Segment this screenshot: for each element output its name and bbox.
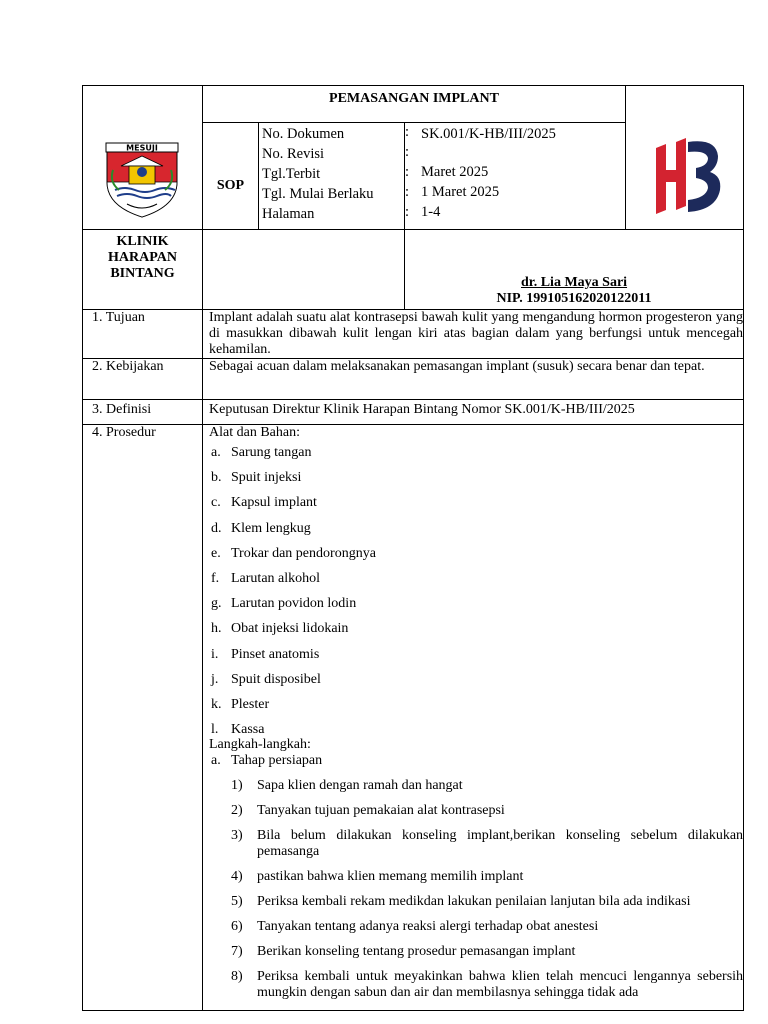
step-item xyxy=(209,828,743,860)
clinic-logo-cell xyxy=(626,86,744,230)
list-item-marker: k. xyxy=(211,696,222,712)
step-item xyxy=(209,894,743,910)
tahap-mark: a. xyxy=(211,753,221,769)
alat-heading: Alat dan Bahan: xyxy=(209,425,300,440)
tujuan-label: 1. Tujuan xyxy=(83,310,203,359)
list-item-marker: h. xyxy=(211,621,222,637)
meta-value-no-dokumen: SK.001/K-HB/III/2025 xyxy=(421,126,556,142)
step-marker: 7) xyxy=(231,944,243,960)
list-item xyxy=(209,592,743,617)
step-marker: 5) xyxy=(231,894,243,910)
kebijakan-label: 2. Kebijakan xyxy=(83,359,203,400)
list-item-text: Trokar dan pendorongnya xyxy=(231,545,376,561)
list-item-text: Plester xyxy=(231,696,270,712)
meta-label-tgl-mulai: Tgl. Mulai Berlaku xyxy=(262,186,374,202)
prosedur-label: 4. Prosedur xyxy=(83,425,203,1011)
list-item-marker: c. xyxy=(211,495,221,511)
step-text: pastikan bahwa klien memang memilih implant xyxy=(257,869,524,885)
step-item xyxy=(209,778,743,794)
step-item xyxy=(209,869,743,885)
step-item xyxy=(209,803,743,819)
meta-value-tgl-terbit: Maret 2025 xyxy=(421,164,489,180)
step-marker: 3) xyxy=(231,828,243,844)
definisi-text: Keputusan Direktur Klinik Harapan Bintang Nomor SK.001/K-HB/III/2025 xyxy=(203,400,744,425)
list-item xyxy=(209,567,743,592)
clinic-name-line: KLINIK xyxy=(116,234,169,249)
tahap-persiapan xyxy=(209,753,743,769)
document-title: PEMASANGAN IMPLANT xyxy=(203,86,626,123)
list-item-text: Klem lengkug xyxy=(231,520,311,536)
clinic-name xyxy=(83,230,203,310)
list-item-text: Larutan alkohol xyxy=(231,570,321,586)
document-meta-labels xyxy=(259,123,405,230)
list-item xyxy=(209,617,743,642)
clinic-name-line: HARAPAN xyxy=(108,250,177,265)
step-marker: 1) xyxy=(231,778,243,794)
tahap-text: Tahap persiapan xyxy=(231,753,323,769)
list-item-text: Larutan povidon lodin xyxy=(231,596,357,612)
step-text: Periksa kembali untuk meyakinkan bahwa klien telah mencuci lengannya sebersih mungkin dengan sabun dan air dan membilasnya sehingga tidak ada xyxy=(257,969,744,1001)
list-item-marker: b. xyxy=(211,470,222,486)
list-item xyxy=(209,441,743,466)
langkah-heading: Langkah-langkah: xyxy=(209,737,311,753)
step-marker: 2) xyxy=(231,803,243,819)
sop-label: SOP xyxy=(203,123,259,230)
list-item-text: Obat injeksi lidokain xyxy=(231,621,349,637)
steps-list xyxy=(209,778,743,1001)
alat-list xyxy=(209,441,743,743)
regency-logo-cell xyxy=(83,86,203,230)
list-item-text: Kassa xyxy=(231,722,265,738)
step-text: Periksa kembali rekam medikdan lakukan penilaian lanjutan bila ada indikasi xyxy=(257,894,691,910)
list-item-marker: f. xyxy=(211,570,220,586)
list-item xyxy=(209,668,743,693)
meta-colon: : xyxy=(405,184,410,200)
tujuan-text: Implant adalah suatu alat kontrasepsi bawah kulit yang mengandung hormon progesteron yang di masukkan dibawah kulit lengan kiri atas bagian dalam yang berfungsi untuk mencegah kehamilan. xyxy=(203,310,744,359)
kebijakan-text: Sebagai acuan dalam melaksanakan pemasangan implant (susuk) secara benar dan tepat. xyxy=(203,359,744,400)
step-text: Bila belum dilakukan konseling implant,berikan konseling sebelum dilakukan pemasanga xyxy=(257,828,744,860)
list-item-marker: i. xyxy=(211,646,219,662)
harapan-bintang-logo-icon xyxy=(626,86,743,224)
sop-table xyxy=(82,85,744,1011)
step-marker: 4) xyxy=(231,869,243,885)
list-item-text: Spuit injeksi xyxy=(231,470,302,486)
list-item xyxy=(209,517,743,542)
clinic-name-line: BINTANG xyxy=(110,266,175,281)
meta-colon: : xyxy=(405,144,410,160)
meta-label-no-revisi: No. Revisi xyxy=(262,146,325,162)
definisi-label: 3. Definisi xyxy=(83,400,203,425)
list-item-marker: j. xyxy=(211,671,219,687)
meta-colon: : xyxy=(405,124,410,140)
list-item-text: Sarung tangan xyxy=(231,445,312,460)
list-item-text: Pinset anatomis xyxy=(231,646,320,662)
list-item-marker: a. xyxy=(211,445,221,460)
step-item xyxy=(209,969,743,1001)
list-item xyxy=(209,542,743,567)
meta-colon: : xyxy=(405,204,410,220)
meta-label-halaman: Halaman xyxy=(262,206,315,222)
logo-banner-text: MESUJI xyxy=(126,143,158,153)
step-marker: 6) xyxy=(231,919,243,935)
list-item-marker: l. xyxy=(211,722,219,738)
list-item xyxy=(209,466,743,491)
step-item xyxy=(209,944,743,960)
step-marker: 8) xyxy=(231,969,243,985)
prosedur-content xyxy=(203,425,744,1011)
step-text: Sapa klien dengan ramah dan hangat xyxy=(257,778,463,794)
meta-label-no-dokumen: No. Dokumen xyxy=(262,126,345,142)
signer-name: dr. Lia Maya Sari xyxy=(521,275,628,290)
signer-nip: NIP. 199105162020122011 xyxy=(496,291,652,306)
list-item-marker: d. xyxy=(211,520,222,536)
meta-value-tgl-mulai: 1 Maret 2025 xyxy=(421,184,500,200)
list-item-text: Kapsul implant xyxy=(231,495,317,511)
step-item xyxy=(209,919,743,935)
list-item-marker: g. xyxy=(211,596,222,612)
meta-colon: : xyxy=(405,164,410,180)
step-text: Berikan konseling tentang prosedur pemasangan implant xyxy=(257,944,576,960)
list-item-text: Spuit disposibel xyxy=(231,671,321,687)
step-text: Tanyakan tentang adanya reaksi alergi terhadap obat anestesi xyxy=(257,919,599,935)
document-meta-values xyxy=(405,123,626,230)
list-item-marker: e. xyxy=(211,545,221,561)
list-item xyxy=(209,643,743,668)
meta-value-halaman: 1-4 xyxy=(421,204,441,220)
step-text: Tanyakan tujuan pemakaian alat kontrasepsi xyxy=(257,803,505,819)
list-item xyxy=(209,491,743,516)
list-item xyxy=(209,693,743,718)
empty-cell xyxy=(203,230,405,310)
signature-block xyxy=(405,230,744,310)
meta-label-tgl-terbit: Tgl.Terbit xyxy=(262,166,321,182)
mesuji-regency-logo-icon xyxy=(83,86,202,224)
